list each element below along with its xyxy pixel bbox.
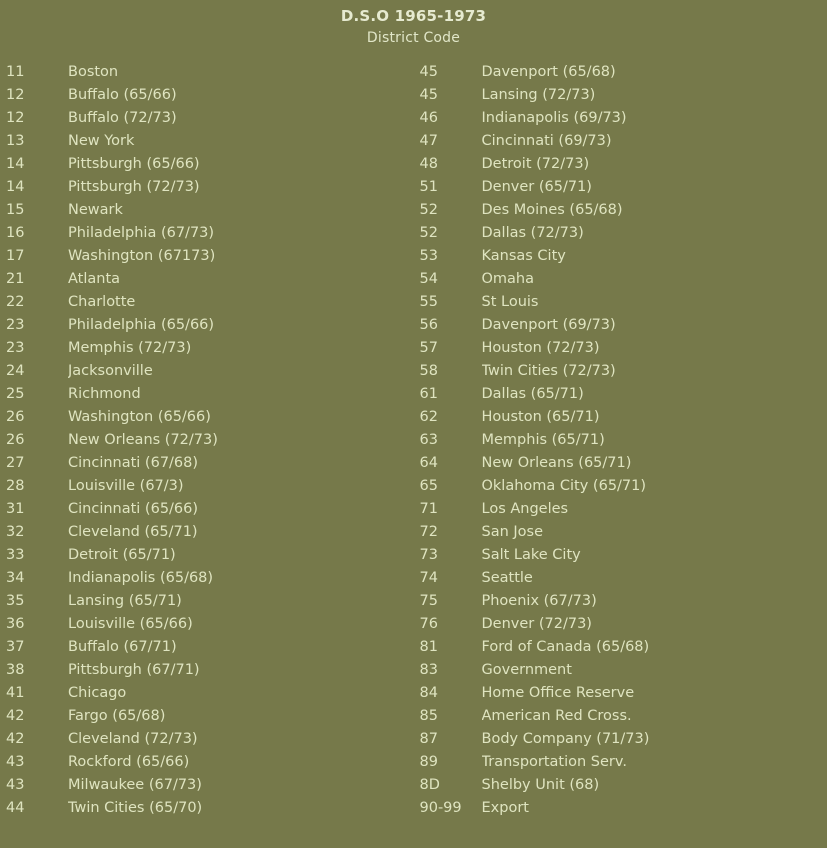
district-code: 72 — [419, 523, 438, 540]
district-code: 12 — [6, 109, 25, 126]
district-code: 43 — [6, 776, 25, 793]
table-row — [420, 83, 827, 106]
district-code: 41 — [6, 684, 25, 701]
district-code: 75 — [419, 592, 438, 609]
table-row — [6, 152, 414, 175]
table-row — [420, 382, 827, 405]
district-code: 90-99 — [419, 799, 462, 816]
district-name: Cleveland (65/71) — [68, 523, 198, 540]
table-row — [6, 635, 414, 658]
district-code: 37 — [6, 638, 25, 655]
table-row — [420, 589, 827, 612]
table-row — [6, 382, 414, 405]
table-row — [420, 520, 827, 543]
district-name: Shelby Unit (68) — [481, 776, 600, 793]
district-code: 51 — [419, 178, 438, 195]
table-row — [420, 566, 827, 589]
district-code: 46 — [419, 109, 438, 126]
district-code: 15 — [6, 201, 25, 218]
district-name: Dallas (72/73) — [481, 224, 584, 241]
table-row — [420, 681, 827, 704]
district-code: 54 — [419, 270, 438, 287]
district-code: 13 — [6, 132, 25, 149]
district-name: Body Company (71/73) — [481, 730, 650, 747]
table-row — [420, 336, 827, 359]
district-name: Twin Cities (65/70) — [68, 799, 203, 816]
district-code: 34 — [6, 569, 25, 586]
district-name: Pittsburgh (65/66) — [68, 155, 200, 172]
table-row — [420, 313, 827, 336]
district-code: 52 — [419, 201, 438, 218]
district-name: Davenport (69/73) — [481, 316, 616, 333]
district-code: 62 — [419, 408, 438, 425]
district-name: Phoenix (67/73) — [481, 592, 597, 609]
table-row — [6, 106, 414, 129]
district-name: New York — [68, 132, 135, 149]
table-row — [420, 451, 827, 474]
district-name: Cincinnati (65/66) — [68, 500, 199, 517]
district-code: 89 — [419, 753, 438, 770]
table-row — [6, 290, 414, 313]
district-name: Indianapolis (65/68) — [68, 569, 214, 586]
district-code: 58 — [419, 362, 438, 379]
district-code: 23 — [6, 316, 25, 333]
district-code: 71 — [419, 500, 438, 517]
table-row — [6, 244, 414, 267]
district-code: 38 — [6, 661, 25, 678]
table-row — [6, 359, 414, 382]
district-code: 35 — [6, 592, 25, 609]
table-row — [420, 60, 827, 83]
district-name: Davenport (65/68) — [481, 63, 616, 80]
district-name: Seattle — [481, 569, 533, 586]
table-row — [420, 129, 827, 152]
district-name: Washington (65/66) — [68, 408, 211, 425]
district-code: 47 — [419, 132, 438, 149]
district-name: Richmond — [68, 385, 141, 402]
district-code: 52 — [419, 224, 438, 241]
district-name: Denver (72/73) — [481, 615, 592, 632]
district-code: 36 — [6, 615, 25, 632]
district-name: Export — [481, 799, 529, 816]
table-row — [6, 520, 414, 543]
district-name: Memphis (65/71) — [481, 431, 605, 448]
district-name: Houston (72/73) — [481, 339, 600, 356]
district-name: Philadelphia (65/66) — [68, 316, 215, 333]
table-row — [6, 60, 414, 83]
district-name: Jacksonville — [68, 362, 153, 379]
district-code: 23 — [6, 339, 25, 356]
district-name: Louisville (65/66) — [68, 615, 193, 632]
district-code: 76 — [419, 615, 438, 632]
district-code: 26 — [6, 408, 25, 425]
district-name: Lansing (72/73) — [481, 86, 596, 103]
district-name: Houston (65/71) — [481, 408, 600, 425]
table-row — [6, 129, 414, 152]
page-title: D.S.O 1965-1973 — [340, 7, 487, 25]
district-code: 22 — [6, 293, 25, 310]
table-row — [420, 750, 827, 773]
table-row — [6, 474, 414, 497]
district-name: Boston — [68, 63, 119, 80]
district-code: 43 — [6, 753, 25, 770]
table-row — [420, 405, 827, 428]
district-code: 27 — [6, 454, 25, 471]
district-code: 8D — [419, 776, 440, 793]
table-row — [420, 106, 827, 129]
district-code: 83 — [419, 661, 438, 678]
table-row — [420, 290, 827, 313]
table-row — [420, 727, 827, 750]
district-name: Charlotte — [68, 293, 136, 310]
district-name: Cincinnati (67/68) — [68, 454, 199, 471]
right-column — [414, 60, 827, 819]
district-code: 44 — [6, 799, 25, 816]
district-name: Rockford (65/66) — [68, 753, 190, 770]
district-code: 45 — [419, 86, 438, 103]
district-name: Denver (65/71) — [481, 178, 592, 195]
district-code: 14 — [6, 155, 25, 172]
table-row — [6, 658, 414, 681]
table-row — [6, 221, 414, 244]
table-row — [420, 198, 827, 221]
table-row — [420, 221, 827, 244]
district-code: 87 — [419, 730, 438, 747]
district-code: 16 — [6, 224, 25, 241]
district-name: Transportation Serv. — [481, 753, 627, 770]
district-code: 28 — [6, 477, 25, 494]
district-code: 65 — [419, 477, 438, 494]
district-name: New Orleans (65/71) — [481, 454, 632, 471]
district-code: 53 — [419, 247, 438, 264]
district-name: Fargo (65/68) — [68, 707, 166, 724]
district-code: 56 — [419, 316, 438, 333]
district-name: Pittsburgh (72/73) — [68, 178, 200, 195]
district-code: 73 — [419, 546, 438, 563]
table-row — [420, 359, 827, 382]
district-name: Newark — [68, 201, 123, 218]
district-code: 17 — [6, 247, 25, 264]
district-name: Detroit (65/71) — [68, 546, 176, 563]
table-row — [6, 405, 414, 428]
district-code: 81 — [419, 638, 438, 655]
district-name: Memphis (72/73) — [68, 339, 192, 356]
table-row — [6, 773, 414, 796]
table-row — [6, 727, 414, 750]
district-code: 11 — [6, 63, 25, 80]
district-name: Buffalo (67/71) — [68, 638, 177, 655]
district-name: Buffalo (65/66) — [68, 86, 177, 103]
district-code: 55 — [419, 293, 438, 310]
table-row — [6, 267, 414, 290]
district-code: 33 — [6, 546, 25, 563]
district-code: 42 — [6, 730, 25, 747]
district-code: 32 — [6, 523, 25, 540]
table-row — [420, 244, 827, 267]
district-code: 57 — [419, 339, 438, 356]
district-name: Los Angeles — [481, 500, 569, 517]
table-row — [420, 474, 827, 497]
district-name: Washington (67173) — [68, 247, 216, 264]
district-name: Pittsburgh (67/71) — [68, 661, 200, 678]
table-row — [6, 612, 414, 635]
district-name: Des Moines (65/68) — [481, 201, 623, 218]
table-row — [420, 267, 827, 290]
district-code: 14 — [6, 178, 25, 195]
table-row — [420, 497, 827, 520]
district-code: 74 — [419, 569, 438, 586]
district-name: Dallas (65/71) — [481, 385, 584, 402]
table-row — [420, 635, 827, 658]
table-row — [6, 566, 414, 589]
table-row — [420, 152, 827, 175]
district-name: San Jose — [481, 523, 544, 540]
page-subtitle: District Code — [366, 29, 461, 46]
district-code: 24 — [6, 362, 25, 379]
district-name: Kansas City — [481, 247, 566, 264]
table-row — [420, 543, 827, 566]
table-row — [420, 773, 827, 796]
table-row — [6, 313, 414, 336]
district-code: 42 — [6, 707, 25, 724]
district-code: 21 — [6, 270, 25, 287]
table-row — [6, 336, 414, 359]
district-name: Detroit (72/73) — [481, 155, 590, 172]
district-name: Chicago — [68, 684, 127, 701]
table-row — [6, 175, 414, 198]
district-code: 25 — [6, 385, 25, 402]
district-name: Louisville (67/3) — [68, 477, 184, 494]
district-name: Oklahoma City (65/71) — [481, 477, 647, 494]
district-code: 85 — [419, 707, 438, 724]
district-name: Philadelphia (67/73) — [68, 224, 215, 241]
table-row — [6, 589, 414, 612]
district-code: 12 — [6, 86, 25, 103]
district-code-columns — [0, 60, 827, 819]
district-name: Twin Cities (72/73) — [481, 362, 616, 379]
table-row — [6, 451, 414, 474]
table-row — [6, 681, 414, 704]
district-name: St Louis — [481, 293, 539, 310]
district-code: 31 — [6, 500, 25, 517]
district-name: New Orleans (72/73) — [68, 431, 218, 448]
table-row — [420, 612, 827, 635]
district-code: 64 — [419, 454, 438, 471]
district-name: Atlanta — [68, 270, 121, 287]
table-row — [420, 175, 827, 198]
district-name: Indianapolis (69/73) — [481, 109, 627, 126]
district-code: 63 — [419, 431, 438, 448]
table-row — [6, 543, 414, 566]
district-name: Salt Lake City — [481, 546, 581, 563]
district-code: 26 — [6, 431, 25, 448]
document-header — [0, 0, 827, 48]
district-name: Buffalo (72/73) — [68, 109, 177, 126]
district-name: Government — [481, 661, 572, 678]
left-column — [0, 60, 414, 819]
table-row — [420, 796, 827, 819]
table-row — [6, 704, 414, 727]
district-name: Omaha — [481, 270, 534, 287]
table-row — [6, 428, 414, 451]
table-row — [6, 198, 414, 221]
table-row — [420, 704, 827, 727]
district-name: Milwaukee (67/73) — [68, 776, 202, 793]
table-row — [6, 83, 414, 106]
district-name: Cleveland (72/73) — [68, 730, 198, 747]
district-code: 48 — [419, 155, 438, 172]
table-row — [6, 796, 414, 819]
district-name: Cincinnati (69/73) — [481, 132, 612, 149]
district-code: 61 — [419, 385, 438, 402]
district-name: Home Office Reserve — [481, 684, 635, 701]
district-code: 45 — [419, 63, 438, 80]
district-name: American Red Cross. — [481, 707, 632, 724]
table-row — [420, 428, 827, 451]
district-name: Lansing (65/71) — [68, 592, 182, 609]
table-row — [420, 658, 827, 681]
table-row — [6, 750, 414, 773]
table-row — [6, 497, 414, 520]
district-name: Ford of Canada (65/68) — [481, 638, 650, 655]
district-code: 84 — [419, 684, 438, 701]
